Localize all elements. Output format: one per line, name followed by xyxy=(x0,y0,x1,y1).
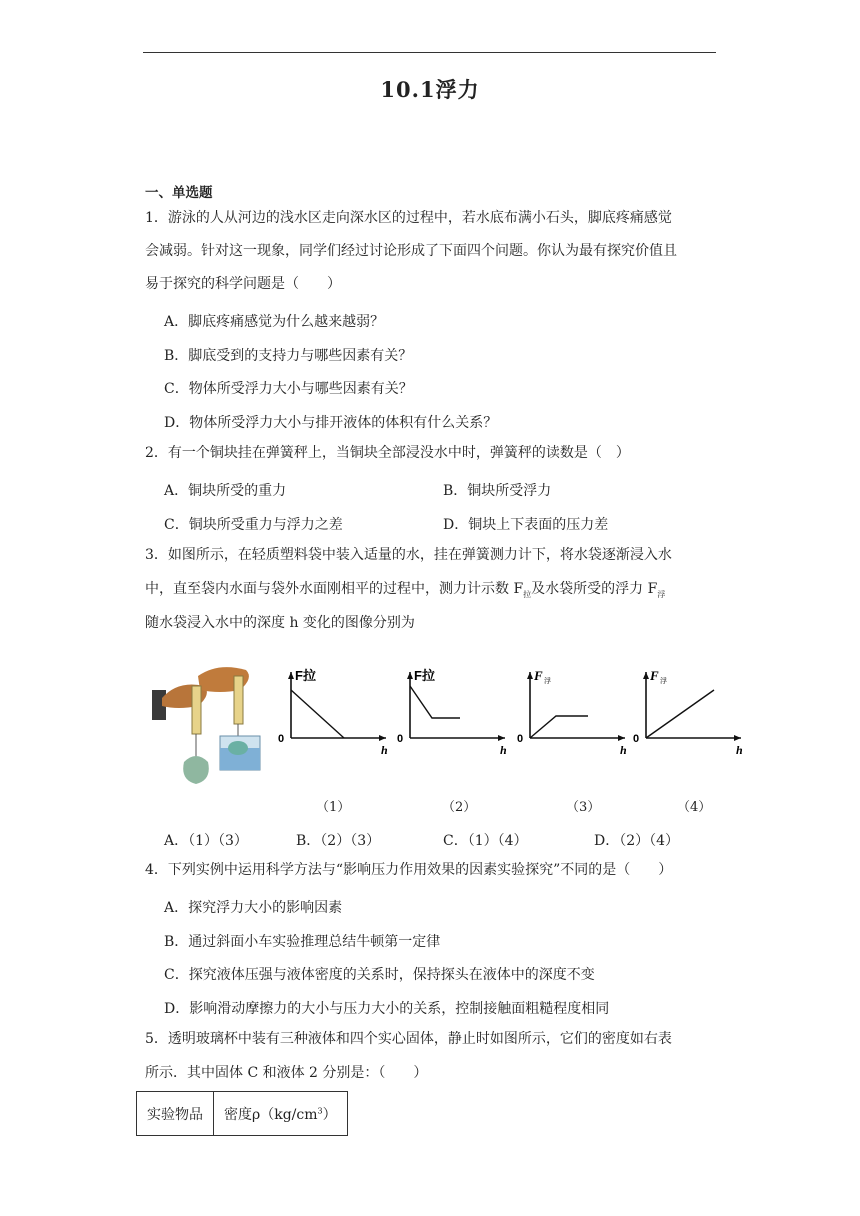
graph-2-curve xyxy=(410,686,460,718)
q3-option-b: B．（2）（3） xyxy=(296,833,381,849)
q3-sub-la: 拉 xyxy=(523,589,532,599)
graph-3-x-arrow xyxy=(618,735,625,741)
graph-4-x-arrow xyxy=(734,735,741,741)
q4-option-c: C．探究液体压强与液体密度的关系时，保持探头在液体中的深度不变 xyxy=(164,967,595,983)
q3-line-2 xyxy=(145,582,665,599)
graph-1-curve xyxy=(291,690,344,738)
q3-line-2-text-a: 中，直至袋内水面与袋外水面刚相平的过程中，测力计示数 F xyxy=(145,581,524,597)
graph-2-y-label: F拉 xyxy=(414,668,435,683)
graph-3-y-arrow xyxy=(527,672,533,679)
table-header-item: 实验物品 xyxy=(137,1092,214,1136)
graph-4-curve xyxy=(646,690,714,738)
graph-3-y-subscript: 浮 xyxy=(544,677,551,685)
q3-caption-1: （1） xyxy=(316,800,351,815)
table-header-density xyxy=(214,1092,348,1136)
graph-3-origin-label: 0 xyxy=(517,733,524,745)
header-rule xyxy=(143,52,716,53)
q5-line-1: 5．透明玻璃杯中装有三种液体和四个实心固体，静止时如图所示，它们的密度如右表 xyxy=(145,1031,672,1047)
density-label-close: ） xyxy=(322,1106,337,1123)
q5-line-2: 所示．其中固体 C 和液体 2 分别是：（ ） xyxy=(145,1065,428,1081)
q3-caption-4: （4） xyxy=(677,800,712,815)
q1-option-d: D．物体所受浮力大小与排开液体的体积有什么关系？ xyxy=(164,415,498,431)
graph-1-y-arrow xyxy=(288,672,294,679)
q2-option-b: B．铜块所受浮力 xyxy=(443,483,552,499)
q1-option-a: A．脚底疼痛感觉为什么越来越弱？ xyxy=(164,314,385,330)
graph-4-h-label: h xyxy=(736,743,743,757)
page-title: 10.1浮力 xyxy=(380,77,480,102)
graph-3-h-label: h xyxy=(620,743,627,757)
q4-stem: 4．下列实例中运用科学方法与“影响压力作用效果的因素实验探究”不同的是（ ） xyxy=(145,862,673,878)
q3-line-3: 随水袋浸入水中的深度 h 变化的图像分别为 xyxy=(145,615,415,631)
q4-option-d: D．影响滑动摩擦力的大小与压力大小的关系，控制接触面粗糙程度相同 xyxy=(164,1001,610,1017)
q4-option-b: B．通过斜面小车实验推理总结牛顿第一定律 xyxy=(164,934,441,950)
q1-option-c: C．物体所受浮力大小与哪些因素有关？ xyxy=(164,381,413,397)
graph-4-y-label: F xyxy=(650,668,659,683)
q1-line-3: 易于探究的科学问题是（ ） xyxy=(145,276,341,292)
q3-line-2-text-b: 及水袋所受的浮力 F xyxy=(531,581,658,597)
graph-1-origin-label: 0 xyxy=(278,733,285,745)
q1-line-2: 会减弱。针对这一现象，同学们经过讨论形成了下面四个问题。你认为最有探究价值且 xyxy=(145,243,677,259)
graph-3-curve xyxy=(530,716,588,738)
q2-option-c: C．铜块所受重力与浮力之差 xyxy=(164,517,343,533)
graph-1-h-label: h xyxy=(381,743,388,757)
q3-option-a: A．（1）（3） xyxy=(164,833,248,849)
q1-line-1: 1．游泳的人从河边的浅水区走向深水区的过程中，若水底布满小石头，脚底疼痛感觉 xyxy=(145,210,672,226)
density-label: 密度ρ（kg/cm xyxy=(224,1106,318,1123)
graph-1-y-label: F拉 xyxy=(295,668,316,683)
q3-caption-2: （2） xyxy=(442,800,477,815)
graph-4-origin-label: 0 xyxy=(633,733,640,745)
density-table xyxy=(136,1091,348,1136)
q3-option-d: D．（2）（4） xyxy=(594,833,680,849)
graph-4-y-subscript: 浮 xyxy=(660,677,667,685)
q3-caption-3: （3） xyxy=(566,800,601,815)
graph-2-y-arrow xyxy=(407,672,413,679)
q3-figure xyxy=(148,650,748,792)
q3-sub-fu: 浮 xyxy=(657,589,666,599)
graph-3-y-label: F xyxy=(534,668,543,683)
section-heading: 一、单选题 xyxy=(145,185,213,201)
table-row xyxy=(137,1092,348,1136)
q3-line-1: 3．如图所示，在轻质塑料袋中装入适量的水，挂在弹簧测力计下，将水袋逐渐浸入水 xyxy=(145,547,672,563)
q3-option-c: C．（1）（4） xyxy=(443,833,528,849)
graph-4-y-arrow xyxy=(643,672,649,679)
q2-option-a: A．铜块所受的重力 xyxy=(164,483,287,499)
graphs-group xyxy=(278,668,743,757)
spring-scale-illustration xyxy=(152,667,260,784)
graph-2-h-label: h xyxy=(500,743,507,757)
graph-2-x-arrow xyxy=(498,735,505,741)
q1-option-b: B．脚底受到的支持力与哪些因素有关？ xyxy=(164,348,413,364)
q4-option-a: A．探究浮力大小的影响因素 xyxy=(164,900,343,916)
graph-1-x-arrow xyxy=(379,735,386,741)
q2-stem: 2．有一个铜块挂在弹簧秤上，当铜块全部浸没水中时，弹簧秤的读数是（ ） xyxy=(145,445,630,461)
graph-2-origin-label: 0 xyxy=(397,733,404,745)
density-unit-exponent: 3 xyxy=(317,1105,323,1115)
q2-option-d: D．铜块上下表面的压力差 xyxy=(443,517,609,533)
q3-figure-svg xyxy=(148,650,748,792)
